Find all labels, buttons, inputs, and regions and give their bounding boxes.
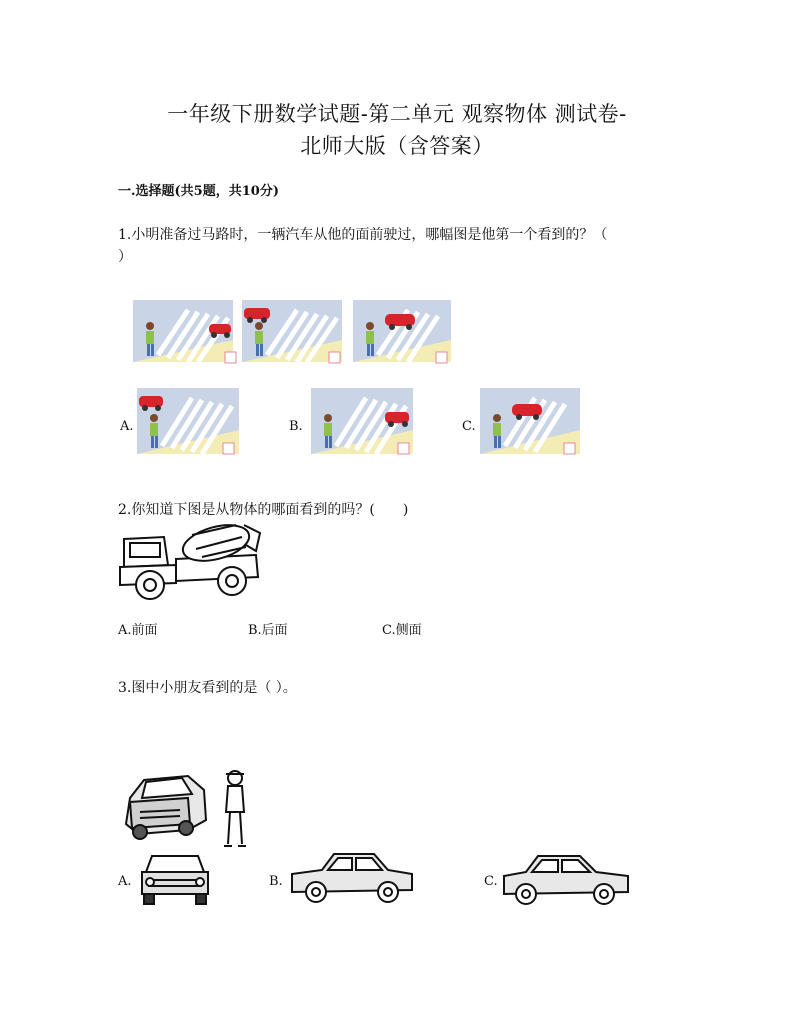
question-2-text: 2.你知道下图是从物体的哪面看到的吗？( ) (118, 502, 409, 518)
cement-mixer-truck-image (116, 519, 266, 601)
question-1-text-cont: ） (118, 249, 132, 265)
q2-option-c[interactable]: C.侧面 (382, 623, 422, 638)
crossing-scene-car-right (133, 300, 241, 368)
q1-option-c-label: C. (462, 419, 476, 434)
q1-option-b-image[interactable] (311, 388, 417, 458)
q1-option-b-label: B. (289, 419, 303, 434)
question-3-text: 3.图中小朋友看到的是（ ）。 (118, 680, 297, 696)
page-title-line-1: 一年级下册数学试题-第二单元 观察物体 测试卷- (167, 102, 627, 126)
q3-option-a-label: A. (118, 874, 132, 889)
q3-option-b-label: B. (269, 874, 283, 889)
section-heading: 一.选择题(共5题，共10分) (118, 184, 279, 199)
q1-option-a-image[interactable] (137, 388, 243, 458)
q2-option-b[interactable]: B.后面 (248, 623, 288, 638)
crossing-scene-car-center (353, 300, 461, 368)
q2-option-a[interactable]: A.前面 (118, 623, 158, 638)
q3-option-c-car-side-image[interactable] (500, 852, 634, 908)
question-1-text: 1.小明准备过马路时，一辆汽车从他的面前驶过，哪幅图是他第一个看到的？（ (118, 227, 608, 243)
q1-option-c-image[interactable] (480, 388, 586, 458)
q3-option-c-label: C. (484, 874, 498, 889)
car-and-child-image (118, 768, 258, 856)
q3-option-a-car-front-image[interactable] (138, 852, 214, 908)
crossing-scene-car-left (242, 300, 350, 368)
page-title-line-2: 北师大版（含答案） (300, 134, 494, 158)
q1-option-a-label: A. (120, 419, 134, 434)
q3-option-b-car-side-image[interactable] (288, 850, 418, 908)
